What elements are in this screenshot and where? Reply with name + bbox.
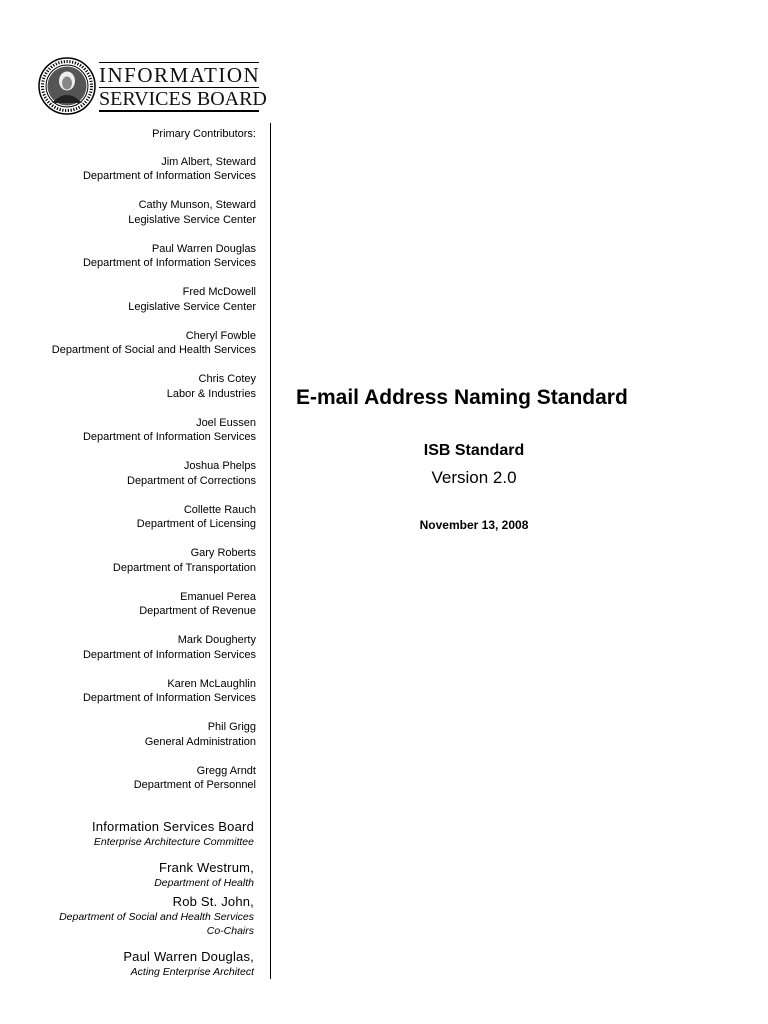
contributor: [16, 155, 256, 184]
contributor: [16, 372, 256, 401]
isb-logo: [99, 62, 267, 112]
chair-name: Rob St. John,: [172, 894, 254, 909]
contributor-org: Department of Information Services: [82, 431, 256, 443]
contributor-name: Karen McLaughlin: [167, 677, 256, 690]
contributor-name: Collette Rauch: [183, 503, 256, 516]
logo-line-2: SERVICES BOARD: [99, 88, 267, 110]
contributor: [16, 546, 256, 575]
contributor: [16, 677, 256, 706]
architect-block: [0, 948, 254, 979]
contributor-org: Department of Information Services: [82, 692, 256, 704]
contributor-name: Emanuel Perea: [180, 590, 256, 603]
contributor-org: Department of Social and Health Services: [51, 344, 256, 356]
document-title: E-mail Address Naming Standard: [296, 386, 628, 409]
contributor-name: Gary Roberts: [190, 547, 256, 559]
contributor-name: Joel Eussen: [196, 416, 256, 429]
architect-name: Paul Warren Douglas,: [123, 949, 254, 964]
logo-line-1: INFORMATION: [99, 63, 261, 87]
contributor: [16, 198, 256, 227]
contributor-name: Jim Albert, Steward: [161, 155, 256, 168]
contributor-name: Gregg Arndt: [196, 764, 256, 777]
contributor-name: Cheryl Fowble: [185, 329, 256, 342]
contributor-name: Phil Grigg: [207, 721, 256, 733]
contributor-name: Joshua Phelps: [183, 460, 256, 472]
chair-org: Department of Social and Health Services: [59, 911, 254, 923]
chair-name: Frank Westrum,: [158, 860, 254, 875]
contributor-org: Department of Personnel: [133, 779, 256, 791]
contributor-name: Fred McDowell: [182, 286, 256, 298]
cochairs-label: Co-Chairs: [206, 925, 254, 937]
contributor-name: Chris Cotey: [198, 373, 256, 385]
contributor: [16, 764, 256, 793]
architect-title: Acting Enterprise Architect: [130, 966, 254, 978]
contributor-org: Department of Information Services: [82, 257, 256, 269]
contributor-org: Department of Corrections: [127, 474, 256, 487]
vertical-divider: [270, 123, 271, 979]
board-name: Information Services Board: [92, 819, 254, 834]
contributor: [16, 329, 256, 358]
chair-org: Department of Health: [154, 877, 254, 889]
contributor: [16, 285, 256, 314]
contributor-org: Legislative Service Center: [128, 300, 256, 313]
contributor: [16, 590, 256, 619]
contributor-name: Paul Warren Douglas: [151, 242, 256, 255]
document-date: November 13, 2008: [419, 518, 529, 532]
chair-block: [0, 859, 254, 890]
contributor-org: General Administration: [144, 735, 256, 748]
contributor: [16, 416, 256, 445]
contributor-org: Legislative Service Center: [128, 213, 256, 226]
board-credits: [0, 818, 254, 989]
contributor-name: Cathy Munson, Steward: [138, 199, 256, 211]
chair-block: [0, 893, 254, 938]
contributors-heading: Primary Contributors:: [152, 128, 256, 140]
contributor-org: Department of Revenue: [139, 605, 256, 617]
committee-name: Enterprise Architecture Committee: [93, 836, 254, 848]
state-seal-icon: [38, 57, 96, 115]
document-version: Version 2.0: [431, 468, 517, 487]
contributor-name: Mark Dougherty: [177, 634, 256, 646]
contributor: [16, 633, 256, 662]
contributor-org: Department of Information Services: [82, 170, 256, 182]
contributors-list: [16, 127, 256, 807]
contributor-org: Labor & Industries: [166, 387, 256, 400]
contributor: [16, 459, 256, 488]
contributor-org: Department of Transportation: [112, 561, 256, 574]
board-block: [0, 818, 254, 849]
contributor: [16, 720, 256, 749]
contributor: [16, 503, 256, 532]
contributor-org: Department of Licensing: [136, 518, 256, 530]
contributor-org: Department of Information Services: [82, 648, 256, 661]
document-subtitle: ISB Standard: [423, 442, 525, 459]
contributor: [16, 242, 256, 271]
